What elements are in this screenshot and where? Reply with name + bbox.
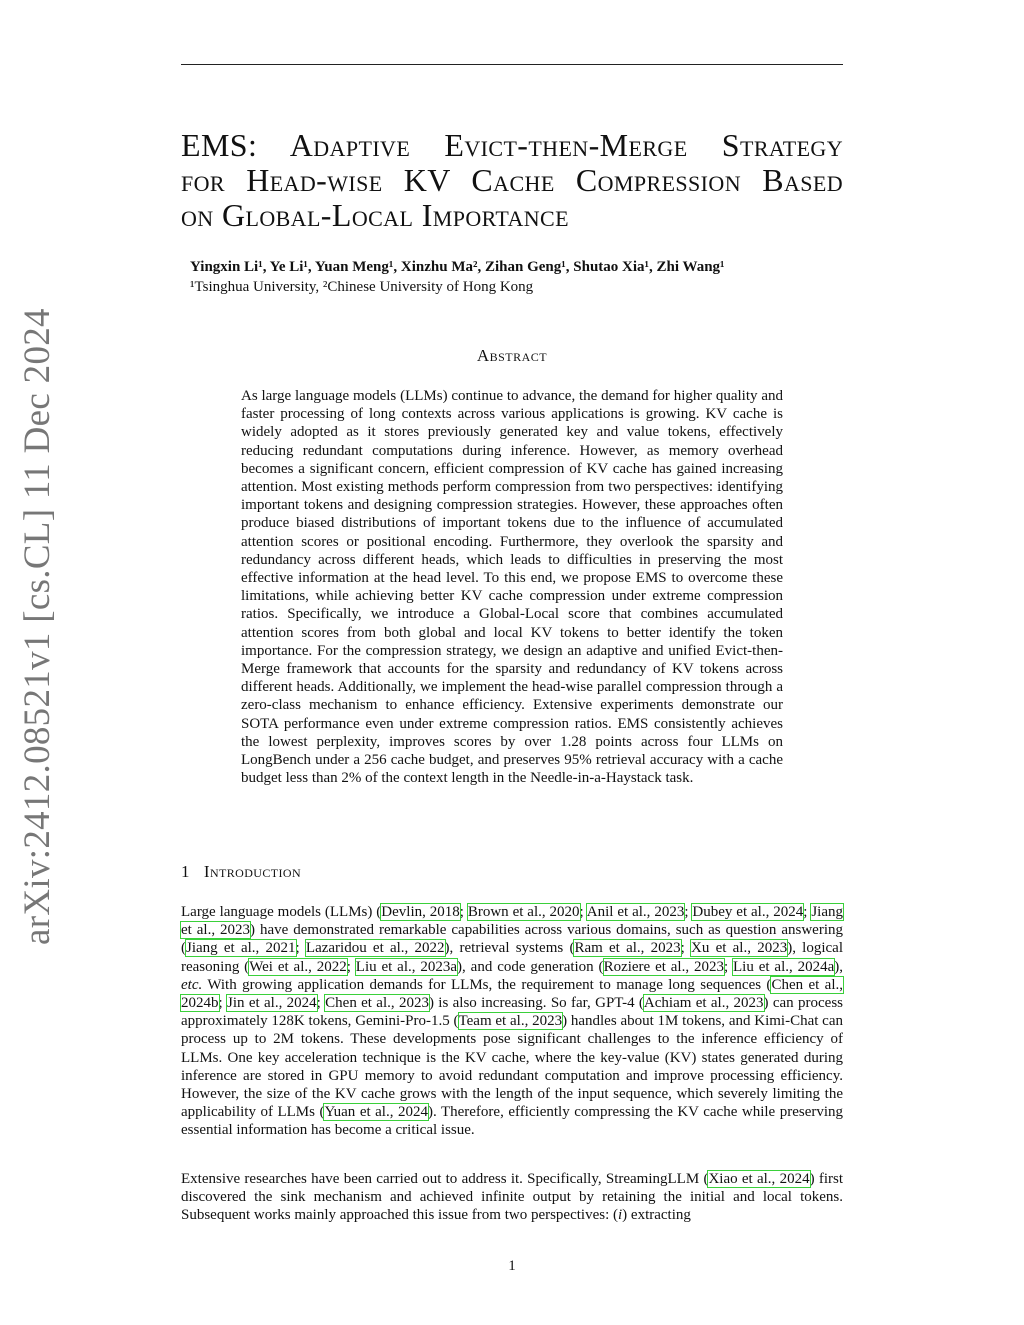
text-run: ; [459,904,468,920]
text-run: ; [218,995,227,1012]
citation-link[interactable]: Xiao et al., 2024 [708,1171,810,1187]
emphasis-text: i [618,1207,623,1224]
citation-link[interactable]: Brown et al., 2020 [467,904,580,920]
citation-link[interactable]: Jiang et al., 2023 [181,904,844,939]
text-run: ; [803,904,812,920]
citation-link[interactable]: Achiam et al., 2023 [643,995,764,1012]
section-number: 1 [181,862,190,881]
citation-link[interactable]: Chen et al., 2024b [181,976,843,1012]
paper-title [181,128,843,233]
text-run: ; [684,904,693,920]
citation-link[interactable]: Ram et al., 2023 [574,940,681,957]
title-line: EMS: Adaptive Evict-then-Merge Strategy [181,127,843,163]
text-run: ), retrieval systems ( [444,940,575,957]
citation-link[interactable]: Liu et al., 2023a [355,958,458,975]
citation-link[interactable]: Roziere et al., 2023 [603,958,724,975]
citation-link[interactable]: Wei et al., 2022 [249,958,347,975]
text-run: Extensive researches have been carried out to address it. Specifically, StreamingLLM ( [181,1171,709,1187]
emphasis-text: etc. [181,976,203,993]
citation-link[interactable]: Chen et al., 2023 [325,995,429,1012]
text-run: ) is also increasing. So far, GPT-4 ( [428,995,644,1012]
section-title: Introduction [203,862,302,881]
affiliations: ¹Tsinghua University, ²Chinese University of Hong Kong [190,279,534,295]
title-line: for Head-wise KV Cache Compression Based [181,162,843,198]
text-run: ; [579,904,587,920]
arxiv-identifier: arXiv:2412.08521v1 [cs.CL] 11 Dec 2024 [17,308,58,945]
citation-link[interactable]: Dubey et al., 2024 [692,904,804,920]
text-run: ) have demonstrated remarkable capabilities across various domains, such as question answering ( [181,922,843,957]
title-line: on Global-Local Importance [181,197,569,233]
text-run: ). Therefore, efficiently compressing the KV cache while preserving essential information has become a critical issue. [181,1104,844,1139]
citation-link[interactable]: Devlin, 2018 [381,904,460,920]
citation-link[interactable]: Xu et al., 2023 [691,940,788,957]
citation-link[interactable]: Anil et al., 2023 [586,904,685,920]
intro-paragraph-2 [181,1170,843,1225]
text-run: ), and code generation ( [457,958,604,975]
intro-paragraph-1 [181,903,843,1140]
citation-link[interactable]: Jin et al., 2024 [227,995,317,1012]
text-run: ), logical reasoning ( [181,940,843,975]
text-run: ), [834,958,844,975]
abstract-heading: Abstract [476,346,548,365]
text-run: With growing application demands for LLMs, the requirement to manage long sequences ( [202,976,772,993]
text-run: ; [723,958,734,975]
text-run: ; [316,995,326,1012]
section-heading [181,862,301,882]
abstract-text: As large language models (LLMs) continue to advance, the demand for higher quality and faster processing of long contexts across various applications is growing. KV cache is widely adopted as it stores previously generated key and value tokens, effectively reducing redundant computations during inference. However, as memory overhead becomes a significant concern, efficient compression of KV cache has gained increasing attention. Most existing methods perform compression from two perspectives: identifying important tokens and designing compression strategies. However, these approaches often produce biased distributions of important tokens due to the influence of accumulated attention scores or positional encoding. Furthermore, they overlook the sparsity and redundancy across different heads, which leads to difficulties in preserving the most effective information at the head level. To this end, we propose EMS to overcome these limitations, while achieving better KV cache compression under extreme compression ratios. Specifically, we introduce a Global-Local score that combines accumulated attention scores from both global and local KV tokens to better identify the token importance. For the compression strategy, we design an adaptive and unified Evict-then-Merge framework that accounts for the sparsity and redundancy of KV tokens across different heads. Additionally, we implement the head-wise parallel compression through a zero-class mechanism to enhance efficiency. Extensive experiments demonstrate our SOTA performance even under extreme compression ratios. EMS consistently achieves the lowest perplexity, improves scores by over 1.28 points across four LLMs on LongBench under a 256 cache budget, and preserves 95% retrieval accuracy with a cache budget less than 2% of the context length in the Needle-in-a-Haystack task. [241,388,783,787]
page-number: 1 [508,1258,516,1274]
citation-link[interactable]: Liu et al., 2024a [733,958,835,975]
text-run: ; [680,940,692,957]
citation-link[interactable]: Team et al., 2023 [458,1013,563,1030]
text-run: Large language models (LLMs) ( [181,904,382,920]
text-run: ) handles about 1M tokens, and Kimi-Chat can process up to 2M tokens. These developments pose significant challenges to the inference efficiency of LLMs. One key acceleration technique is the KV cache, where the key-value (KV) states generated during inference are stored in GPU memory to avoid redundant computation and improve processing efficiency. However, the size of the KV cache grows with the length of the input sequence, which severely limiting the applicability of LLMs ( [181,1013,844,1121]
text-run: ) first discovered the sink mechanism and achieved infinite output by retaining the initial and local tokens. Subsequent works mainly approached this issue from two perspectives: ( [181,1171,844,1224]
text-run: ; [346,958,356,975]
citation-link[interactable]: Yuan et al., 2024 [324,1104,428,1121]
citation-link[interactable]: Lazaridou et al., 2022 [305,940,445,957]
citation-link[interactable]: Jiang et al., 2021 [186,940,296,957]
author-list: Yingxin Li¹, Ye Li¹, Yuan Meng¹, Xinzhu Ma², Zihan Geng¹, Shutao Xia¹, Zhi Wang¹ [190,259,725,275]
text-run: ; [295,940,306,957]
top-rule [181,64,843,65]
text-run: ) can process approximately 128K tokens, Gemini-Pro-1.5 ( [181,995,844,1030]
text-run: ) extracting [622,1207,691,1224]
